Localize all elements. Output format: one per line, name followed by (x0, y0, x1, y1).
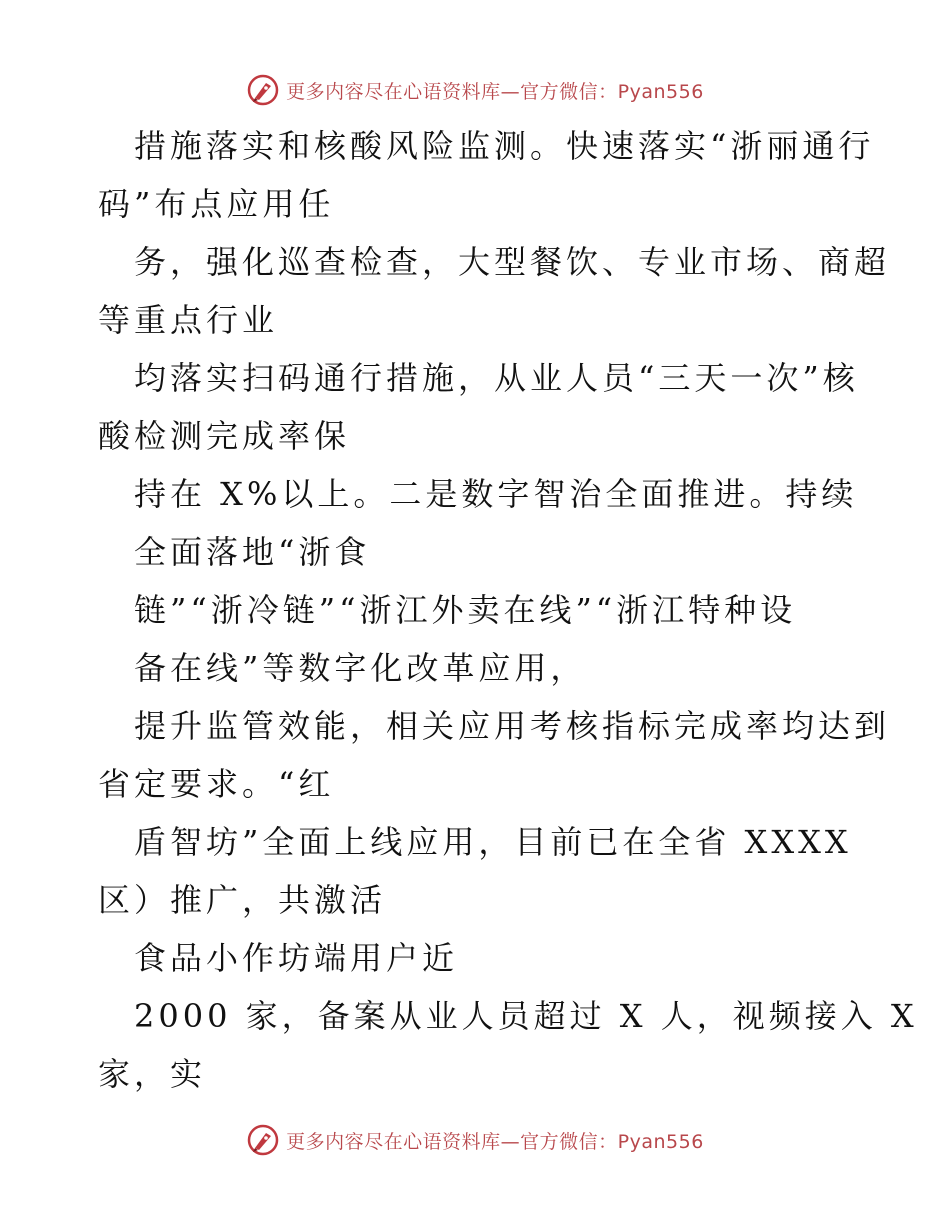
text-line: 食品小作坊端用户近 (134, 939, 459, 977)
text-line: 家，实 (98, 1055, 207, 1093)
text-line: 区）推广，共激活 (98, 881, 387, 919)
text-line: 省定要求。“红 (98, 765, 335, 803)
text-line: 盾智坊”全面上线应用，目前已在全省 XXXX (134, 823, 852, 861)
text-line: 等重点行业 (98, 301, 279, 339)
pen-nib-icon (246, 73, 280, 107)
text-line: 务，强化巡查检查，大型餐饮、专业市场、商超 (134, 243, 891, 281)
header-banner (0, 70, 950, 110)
text-line: 备在线”等数字化改革应用， (134, 649, 587, 687)
text-line: 2000 家，备案从业人员超过 X 人，视频接入 X (134, 997, 918, 1035)
pen-nib-icon (246, 1123, 280, 1157)
banner-text: 更多内容尽在心语资料库—官方微信：Pyan556 (286, 1130, 704, 1153)
text-line: 全面落地“浙食 (134, 533, 371, 571)
text-line: 持在 X%以上。二是数字智治全面推进。持续 (134, 475, 858, 513)
banner-text: 更多内容尽在心语资料库—官方微信：Pyan556 (286, 80, 704, 103)
text-line: 链”“浙冷链”“浙江外卖在线”“浙江特种设 (134, 591, 797, 629)
text-line: 措施落实和核酸风险监测。快速落实“浙丽通行 (134, 127, 875, 165)
text-line: 均落实扫码通行措施，从业人员“三天一次”核 (134, 359, 859, 397)
text-line: 酸检测完成率保 (98, 417, 351, 455)
text-line: 提升监管效能，相关应用考核指标完成率均达到 (134, 707, 891, 745)
text-line: 码”布点应用任 (98, 185, 335, 223)
footer-banner (0, 1120, 950, 1160)
